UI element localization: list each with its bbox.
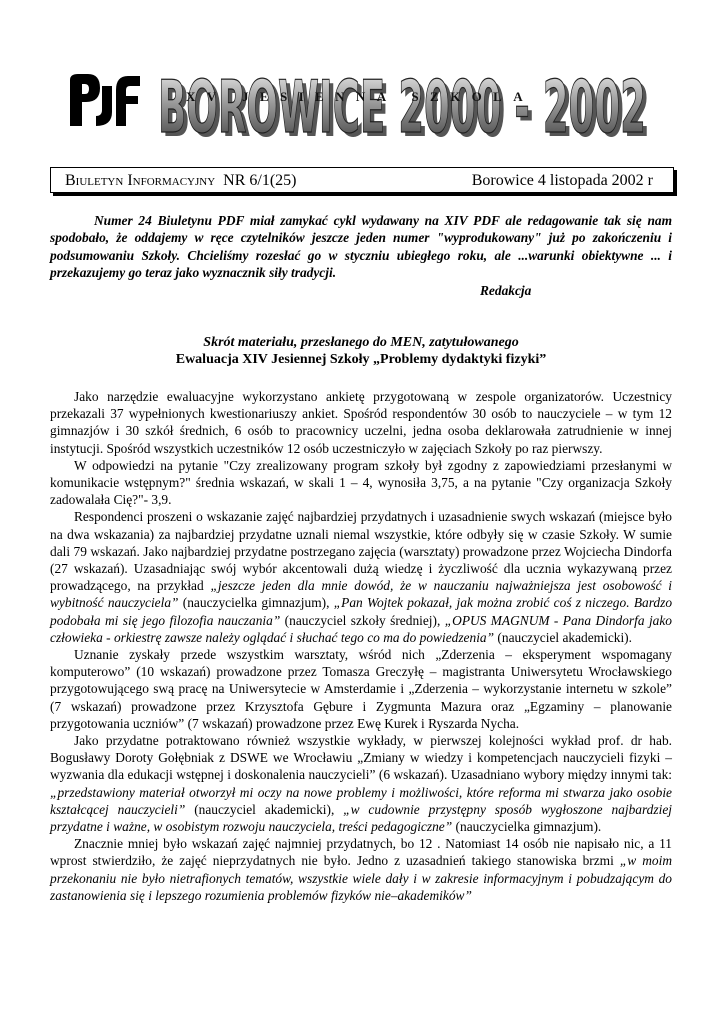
p6-quote-1: „w moim przekonaniu nie było nietrafionych tematów, wszystkie wiele dały i w zakresie informacyjnym i pobudzającym do zastanowienia się i lepszego rozumienia problemów fizyków nie–akademików” xyxy=(50,853,673,903)
p5-text-b: (nauczyciel akademicki), xyxy=(185,801,344,817)
intro-paragraph: Numer 24 Biuletynu PDF miał zamykać cykl wydawany na XIV PDF ale redagowanie tak się nam spodobało, że oddajemy w ręce czytelników jeszcze jeden numer "wyprodukowany" już po zakończeniu i podsumowaniu Szkoły. Chcieliśmy rozesłać go w styczniu ubiegłego roku, ale ...warunki obiektywne ... i przekazujemy go teraz jako wyznacznik siły tradycji. xyxy=(50,213,672,281)
paragraph-4: Uznanie zyskały przede wszystkim warsztaty, wśród nich „Zderzenia – eksperyment wspomagany komputerowo” (10 wskazań) prowadzone przez Tomasza Greczyłę – magistranta Uniwersytetu Wrocławskiego przygotowującego swą pracę na Uniwersytecie w Amsterdamie i „Zderzenia – wykorzystanie internetu w szkole” (7 wskazań) prowadzone przez Krzysztofa Gębure i Zygmunta Mazura oraz „Egzaminy – planowanie przygotowania uczniów” (7 wskazań) prowadzone przez Ewę Kurek i Ryszarda Nycha. xyxy=(50,647,672,731)
p5-text-c: (nauczycielka gimnazjum). xyxy=(452,819,602,835)
p3-quote-2: „Pan Wojtek pokazał, jak można zrobić coś z niczego. Bardzo podobała mi się jego filozofia nauczania” xyxy=(50,595,673,628)
paragraph-1: Jako narzędzie ewaluacyjne wykorzystano ankietę przygotowaną w zespole organizatorów. Uczestnicy przekazali 37 wypełnionych kwestionariuszy ankiet. Spośród respondentów 30 osób to nauczyciele – w tym 12 gimnazjów i 30 szkół średnich, 6 osób to pracownicy uczelni, jedna osoba deklarowała zatrudnienie w innej instytucji. Spośród wszystkich uczestników 12 osób uczestniczyło w zajęciach Szkoły po raz pierwszy. xyxy=(50,389,672,456)
title-text-shadow: BOROWICE 2000 - 2002 xyxy=(162,69,650,140)
paragraph-6 xyxy=(50,835,672,904)
article-heading-line2: Ewaluacja XIV Jesiennej Szkoły „Problemy dydaktyki fizyki” xyxy=(175,352,547,367)
subtitle: XV JESIENNA SZKOLA xyxy=(186,89,535,104)
pdf-logo xyxy=(66,72,144,130)
p3-text-c: (nauczyciel szkoły średniej), xyxy=(280,612,445,628)
p3-text-b: (nauczycielka gimnazjum), xyxy=(178,595,334,611)
paragraph-2: W odpowiedzi na pytanie "Czy zrealizowany program szkoły był zgodny z zapowiedziami przesłanymi w komunikacie wstępnym?" średnia wskazań, w skali 1 – 4, wynosiła 3,75, a na pytanie "Czy organizacja Szkoły zadowalała Cię?"- 3,9. xyxy=(50,457,672,508)
p5-quote-1: „przedstawiony materiał otworzył mi oczy na nowe problemy i możliwości, które reforma mi stwarza jako osobie kształcącej nauczycieli” xyxy=(50,784,672,817)
p3-quote-3: „OPUS MAGNUM - Pana Dindorfa jako człowieka - orkiestrę zawsze należy oglądać i słuchać tego co ma do powiedzenia” xyxy=(50,612,672,645)
paragraph-5 xyxy=(50,732,672,835)
title-text: BOROWICE 2000 - 2002 xyxy=(158,65,646,140)
article-body xyxy=(50,388,672,904)
editor-signature: Redakcja xyxy=(480,283,532,298)
p3-quote-1: „jeszcze jeden dla mnie dowód, że w nauczaniu najważniejsza jest osobowość i wybitność nauczyciela” xyxy=(50,578,672,611)
paragraph-3 xyxy=(50,508,672,646)
bulletin-name: Biuletyn Informacyjny xyxy=(65,172,216,189)
bulletin-number: NR 6/1(25) xyxy=(223,172,297,189)
p6-text-a: Znacznie mniej było wskazań zajęć najmniej przydatnych, bo 12 . Natomiast 14 osób nie napisało nic, a 11 wprost stwierdziło, że zajęć nieprzydatnych nie było. Jedno z uzasadnień takiego stanowiska brzmi xyxy=(50,836,672,869)
place-date: Borowice 4 listopada 2002 r xyxy=(471,172,653,189)
masthead xyxy=(66,52,656,148)
article-heading-line1: Skrót materiału, przesłanego do MEN, zatytułowanego xyxy=(203,335,519,350)
p3-text-a: Respondenci proszeni o wskazanie zajęć najbardziej przydatnych i uzasadnienie swych wskazań (miejsce było na dwa wskazania) za najbardziej przydatne uznali niemal wszystkie, które odbyły się w czasie Szkoły. W sumie dali 79 wskazań. Jako najbardziej przydatne postrzegano zajęcia (warsztaty) prowadzone przez Wojciecha Dindorfa (27 wskazań). Uzasadniając swój wybór akcentowali dużą wiedzę i życzliwość dla ucznia wykazywaną przez prowadzącego, na przykład xyxy=(50,509,672,594)
info-bar xyxy=(50,167,674,193)
p5-text-a: Jako przydatne potraktowano również wszystkie wykłady, w pierwszej kolejności wykład prof. dr hab. Bogusławy Doroty Gołębniak z DSWE we Wrocławiu „Zmiany w wiedzy i kompetencjach nauczycieli fizyki – wyzwania dla edukacji wstępnej i doskonalenia nauczycieli” (6 wskazań). Uzasadniano wybory między innymi tak: xyxy=(50,733,672,783)
p3-text-d: (nauczyciel akademicki). xyxy=(494,629,632,645)
p5-quote-2: „w cudownie przystępny sposób wygłoszone najbardziej przydatne i ważne, w osobistym rozwoju nauczyciela, treści pedagogiczne” xyxy=(50,801,672,835)
bulletin-label xyxy=(65,168,297,194)
